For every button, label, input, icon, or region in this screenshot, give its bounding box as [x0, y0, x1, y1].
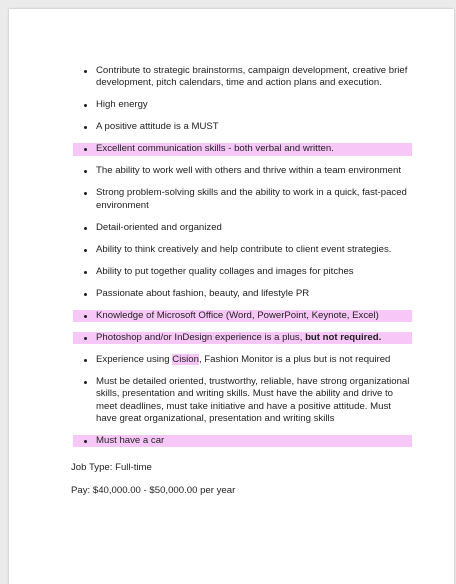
- list-item-text: Strong problem-solving skills and the ability to work in a quick, fast-paced environment: [96, 187, 407, 211]
- list-item-text: Ability to think creatively and help contribute to client event strategies.: [96, 243, 392, 255]
- bullet-icon: [84, 440, 87, 443]
- bullet-icon: [84, 293, 87, 296]
- bullet-icon: [84, 271, 87, 274]
- bullet-icon: [84, 104, 87, 107]
- list-item-text: Knowledge of Microsoft Office (Word, PowerPoint, Keynote, Excel): [96, 309, 379, 321]
- bullet-icon: [84, 315, 87, 318]
- list-item: [73, 310, 412, 322]
- list-item-text: Detail-oriented and organized: [96, 221, 222, 233]
- list-item: [73, 187, 412, 212]
- list-item-text: The ability to work well with others and thrive within a team environment: [96, 165, 402, 177]
- bullet-icon: [84, 249, 87, 252]
- list-item: [73, 165, 412, 177]
- pay-text: Pay: $40,000.00 - $50,000.00 per year: [71, 485, 236, 496]
- bullet-icon: [84, 170, 87, 173]
- list-item: [73, 354, 412, 366]
- list-item: [73, 376, 412, 426]
- list-item: [73, 121, 412, 133]
- bullet-icon: [84, 192, 87, 195]
- bullet-icon: [84, 337, 87, 340]
- list-item-text: Must be detailed oriented, trustworthy, reliable, have strong organizational skills, presentation and writing skills. Must have the ability and drive to meet deadlines, must take initiative and have a positive attitude. Must have great organizational, presentation and writing skills: [96, 375, 410, 425]
- bullet-icon: [84, 359, 87, 362]
- list-item-text: High energy: [96, 99, 148, 111]
- document-page: [9, 9, 454, 584]
- requirements-list: [73, 65, 412, 457]
- list-item-text: Ability to put together quality collages and images for pitches: [96, 265, 354, 277]
- list-item: [73, 143, 412, 155]
- list-item-text: Excellent communication skills - both verbal and written.: [96, 143, 334, 155]
- list-item: [73, 435, 412, 447]
- list-item-bold-text: but not required.: [305, 331, 382, 343]
- bullet-icon: [84, 381, 87, 384]
- list-item: [73, 332, 412, 344]
- list-item: [73, 99, 412, 111]
- list-item-text: Passionate about fashion, beauty, and lifestyle PR: [96, 287, 310, 299]
- list-item-text: , Fashion Monitor is a plus but is not required: [198, 353, 391, 365]
- job-type-text: Job Type: Full-time: [71, 462, 152, 473]
- list-item-text: Contribute to strategic brainstorms, campaign development, creative brief development, pitch calendars, time and action plans and execution.: [96, 65, 408, 89]
- list-item-text: A positive attitude is a MUST: [96, 121, 219, 133]
- list-item-text: Must have a car: [96, 435, 165, 447]
- list-item-text: Photoshop and/or InDesign experience is a plus,: [96, 331, 306, 343]
- bullet-icon: [84, 126, 87, 129]
- list-item: [73, 266, 412, 278]
- bullet-icon: [84, 70, 87, 73]
- bullet-icon: [84, 227, 87, 230]
- list-item-prefix: Experience using: [96, 353, 173, 365]
- bullet-icon: [84, 148, 87, 151]
- list-item: [73, 288, 412, 300]
- list-item: [73, 244, 412, 256]
- list-item: [73, 222, 412, 234]
- list-item: [73, 65, 412, 90]
- highlighted-word: Cision: [172, 353, 199, 365]
